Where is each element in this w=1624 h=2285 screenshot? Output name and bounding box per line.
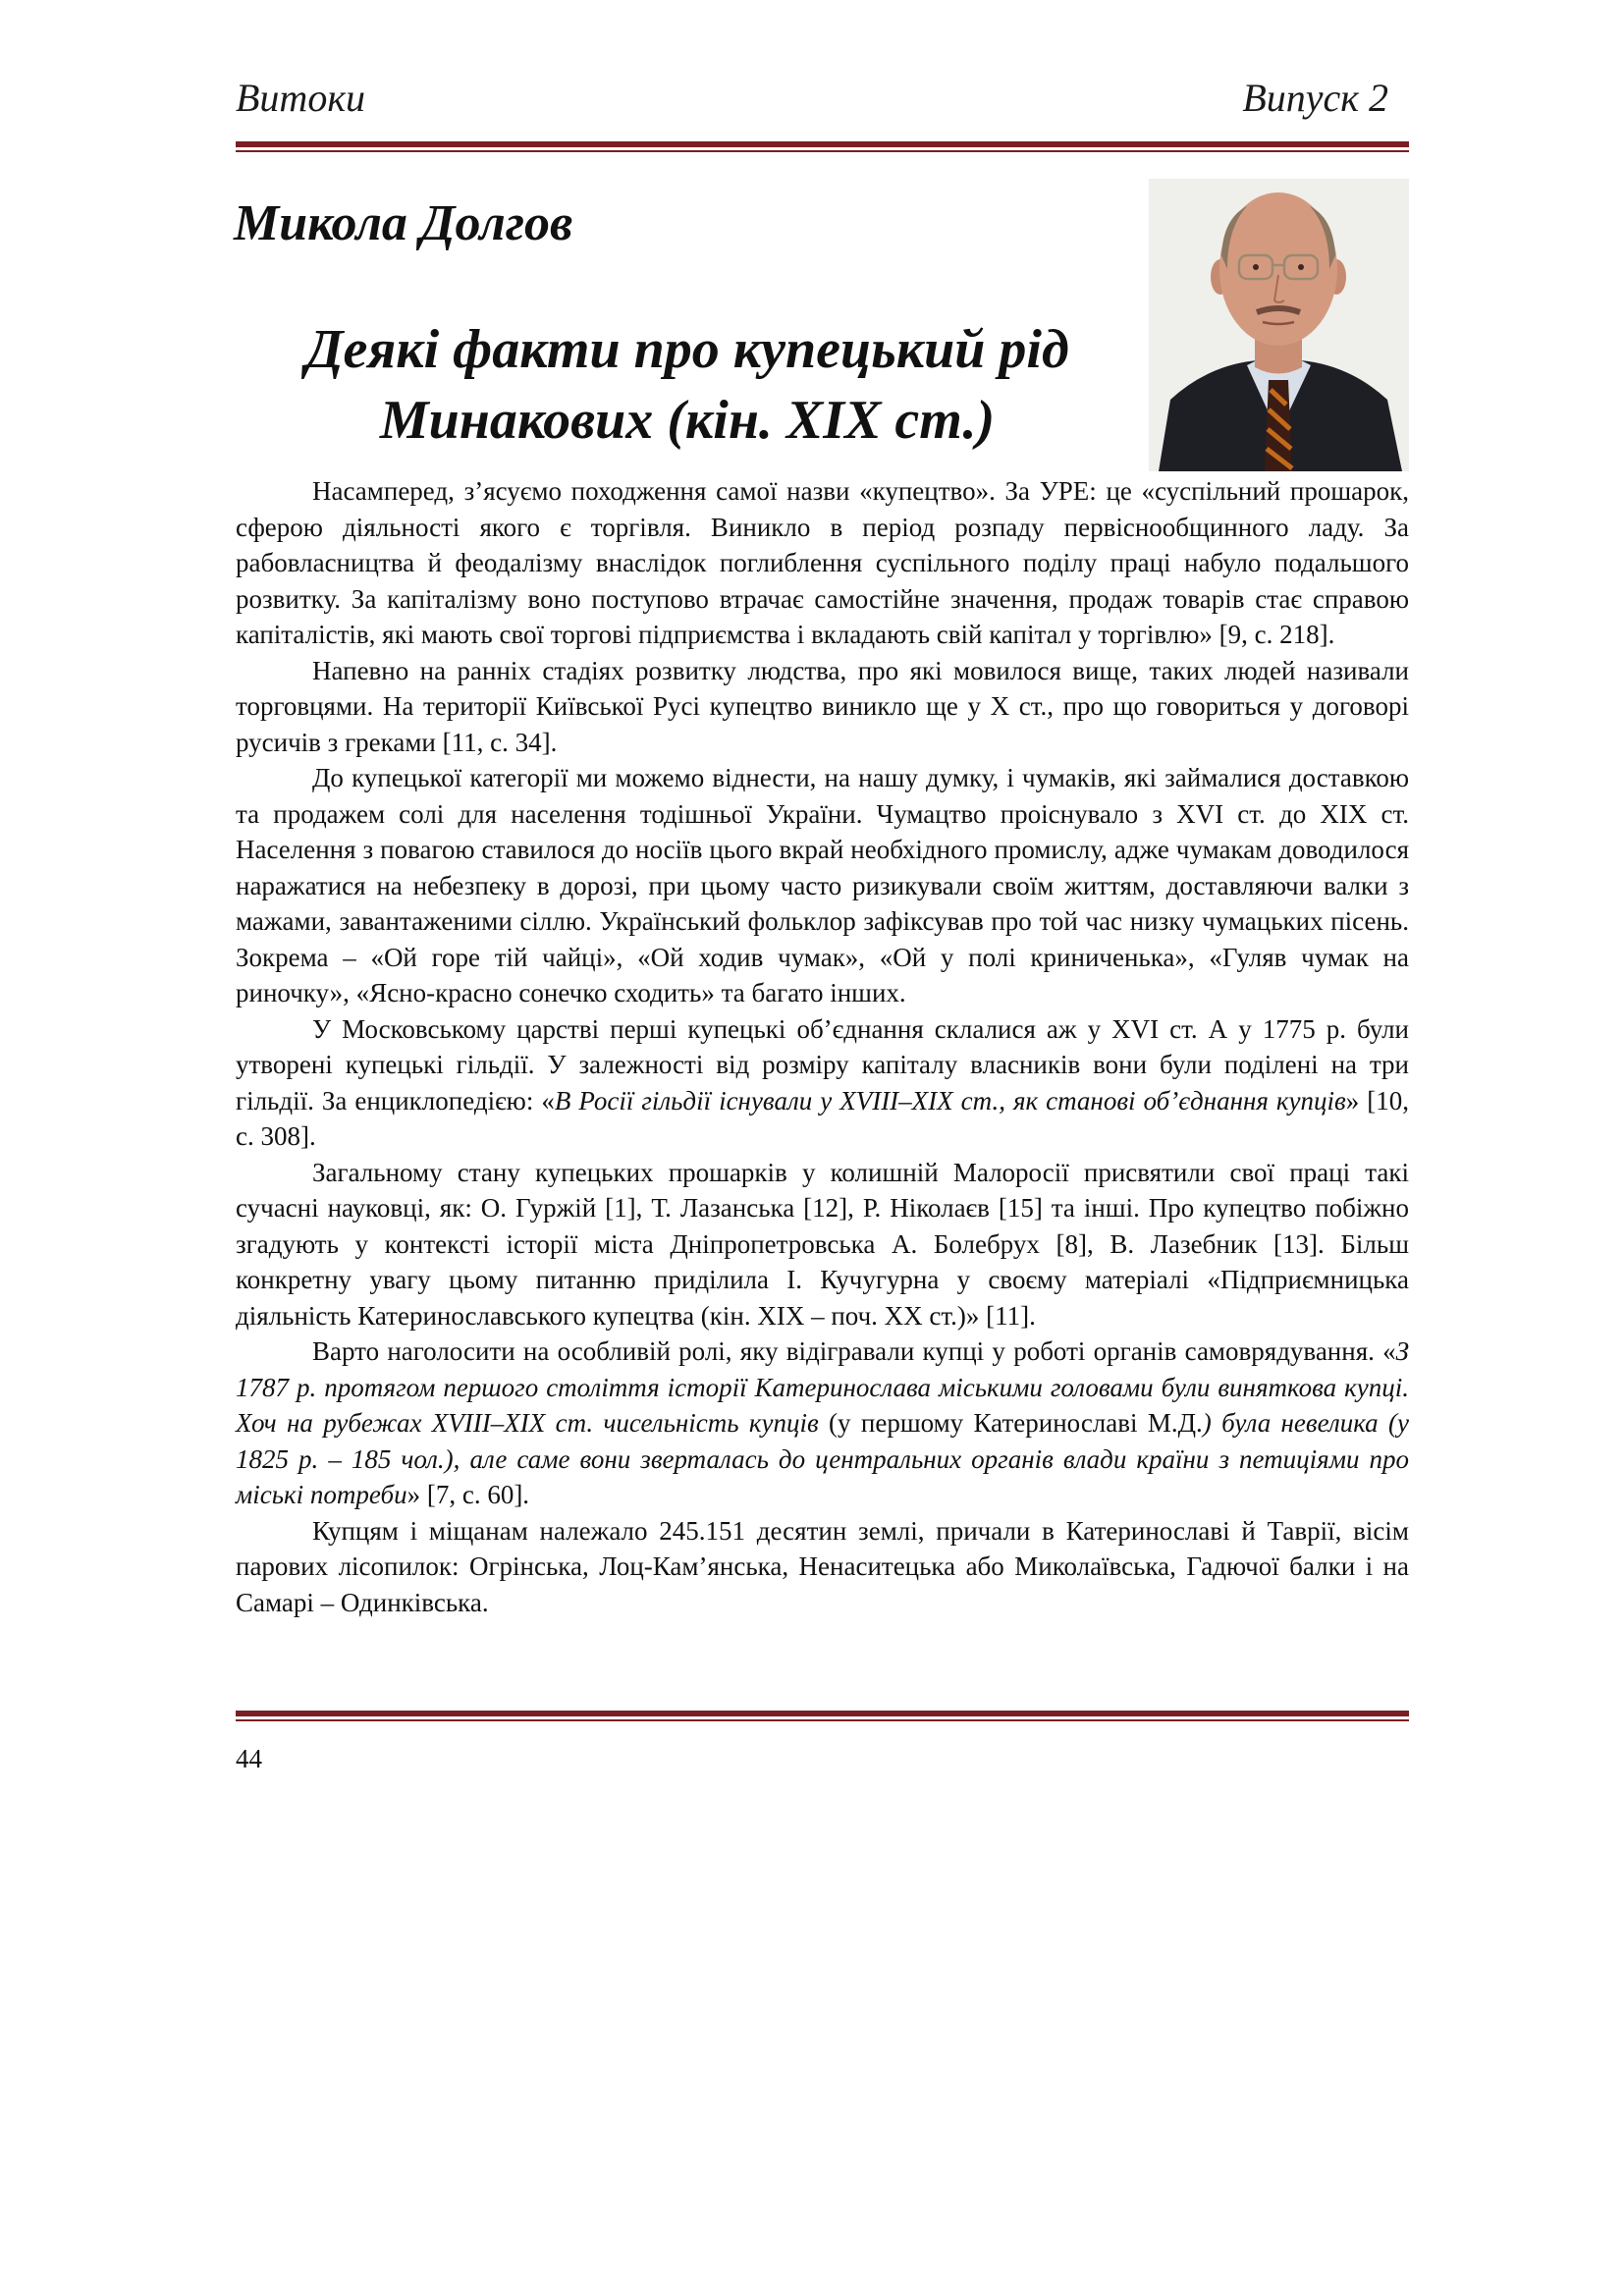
paragraph-4 [236,1011,1409,1155]
paragraph-4-quote: В Росії гільдії існували у XVIII–XIX ст., як станові об’єднання купців [554,1085,1346,1115]
paragraph-4-citation: » [10, с. 308]. [236,1085,1409,1151]
paragraph-6-citation: » [7, с. 60]. [406,1480,530,1509]
paragraph-4-text: У Московському царстві перші купецькі об’єднання склалися аж у XVI ст. А у 1775 р. були утворені купецькі гільдії. У залежності від розміру капіталу власників вони були поділені на три гільдії. За енциклопедією: « [236,1013,1409,1115]
issue-label: Випуск 2 [1242,76,1388,120]
paragraph-3: До купецької категорії ми можемо віднести, на нашу думку, і чумаків, які займалися доставкою та продажем солі для населення тодішньої України. Чумацтво проіснувало з XVI ст. до XIX ст. Населення з повагою ставилося до носіїв цього вкрай необхідного промислу, адже чумакам доводилося наражатися на небезпеку в дорозі, при цьому часто ризикували своїм життям, доставляючи валки з мажами, завантаженими сіллю. Український фольклор зафіксував про той час низку чумацьких пісень. Зокрема – «Ой горе тій чайці», «Ой ходив чумак», «Ой у полі криниченька», «Гуляв чумак на риночку», «Ясно-красно сонечко сходить» та багато інших. [236,763,1409,1007]
paragraph-6 [236,1333,1409,1513]
article-title [236,314,1139,456]
article-title-line1: Деякі факти про купецький рід [305,319,1069,380]
paragraph-6-quote-part2: ) була невелика (у 1825 р. – 185 чол.), але саме вони зверталась до центральних органів влади країни з петиціями про міські потреби [236,1408,1409,1509]
paragraph-5: Загальному стану купецьких прошарків у колишній Малоросії присвятили свої праці такі сучасні науковці, як: О. Гуржій [1], Т. Лазанська [12], Р. Ніколаєв [15] та інші. Про купецтво побіжно згадують у контексті історії міста Дніпропетровська А. Болебрух [8], В. Лазебник [13]. Більш конкретну увагу цьому питанню приділила І. Кучугурна у своєму матеріалі «Підприємницька діяльність Катеринославського купецтва (кін. XIX – поч. XX ст.)» [11]. [236,1157,1409,1331]
author-name: Микола Долгов [234,195,573,251]
page-number: 44 [236,1744,262,1773]
paragraph-6-note: (у першому Катеринославі М.Д. [818,1408,1203,1438]
article-title-line2: Минакових (кін. XIX ст.) [379,390,996,451]
journal-title: Витоки [236,76,366,120]
header-rule [236,141,1409,152]
paragraph-7: Купцям і міщанам належало 245.151 десятин землі, причали в Катеринославі й Таврії, вісім парових лісопилок: Огрінська, Лоц-Кам’янська, Ненаситецька або Миколаївська, Гадючої балки і на Самарі – Одинківська. [236,1515,1409,1617]
footer-rule [236,1711,1409,1721]
paragraph-2: Напевно на ранніх стадіях розвитку людства, про які мовилося вище, таких людей називали торговцями. На території Київської Русі купецтво виникло ще у X ст., про що говориться у договорі русичів з греками [11, с. 34]. [236,655,1409,757]
paragraph-1: Насамперед, з’ясуємо походження самої назви «купецтво». За УРЕ: це «суспільний прошарок, сферою діяльності якого є торгівля. Виникло в період розпаду первіснообщинного ладу. За рабовласництва й феодалізму внаслідок поглиблення суспільного поділу праці набуло подальшого розвитку. За капіталізму воно поступово втрачає самостійне значення, продаж товарів стає справою капіталістів, які мають свої торгові підприємства і вкладають свій капітал у торгівлю» [9, с. 218]. [236,476,1409,649]
paragraph-6-quote-part1: З 1787 р. протягом першого століття історії Катеринослава міськими головами були виняткова купці. Хоч на рубежах XVIII–XIX ст. чисельність купців [236,1336,1409,1438]
author-photo [1149,179,1409,471]
paragraph-6-text: Варто наголосити на особливій ролі, яку відігравали купці у роботі органів самоврядування. « [312,1336,1396,1366]
article-body [236,473,1409,1620]
